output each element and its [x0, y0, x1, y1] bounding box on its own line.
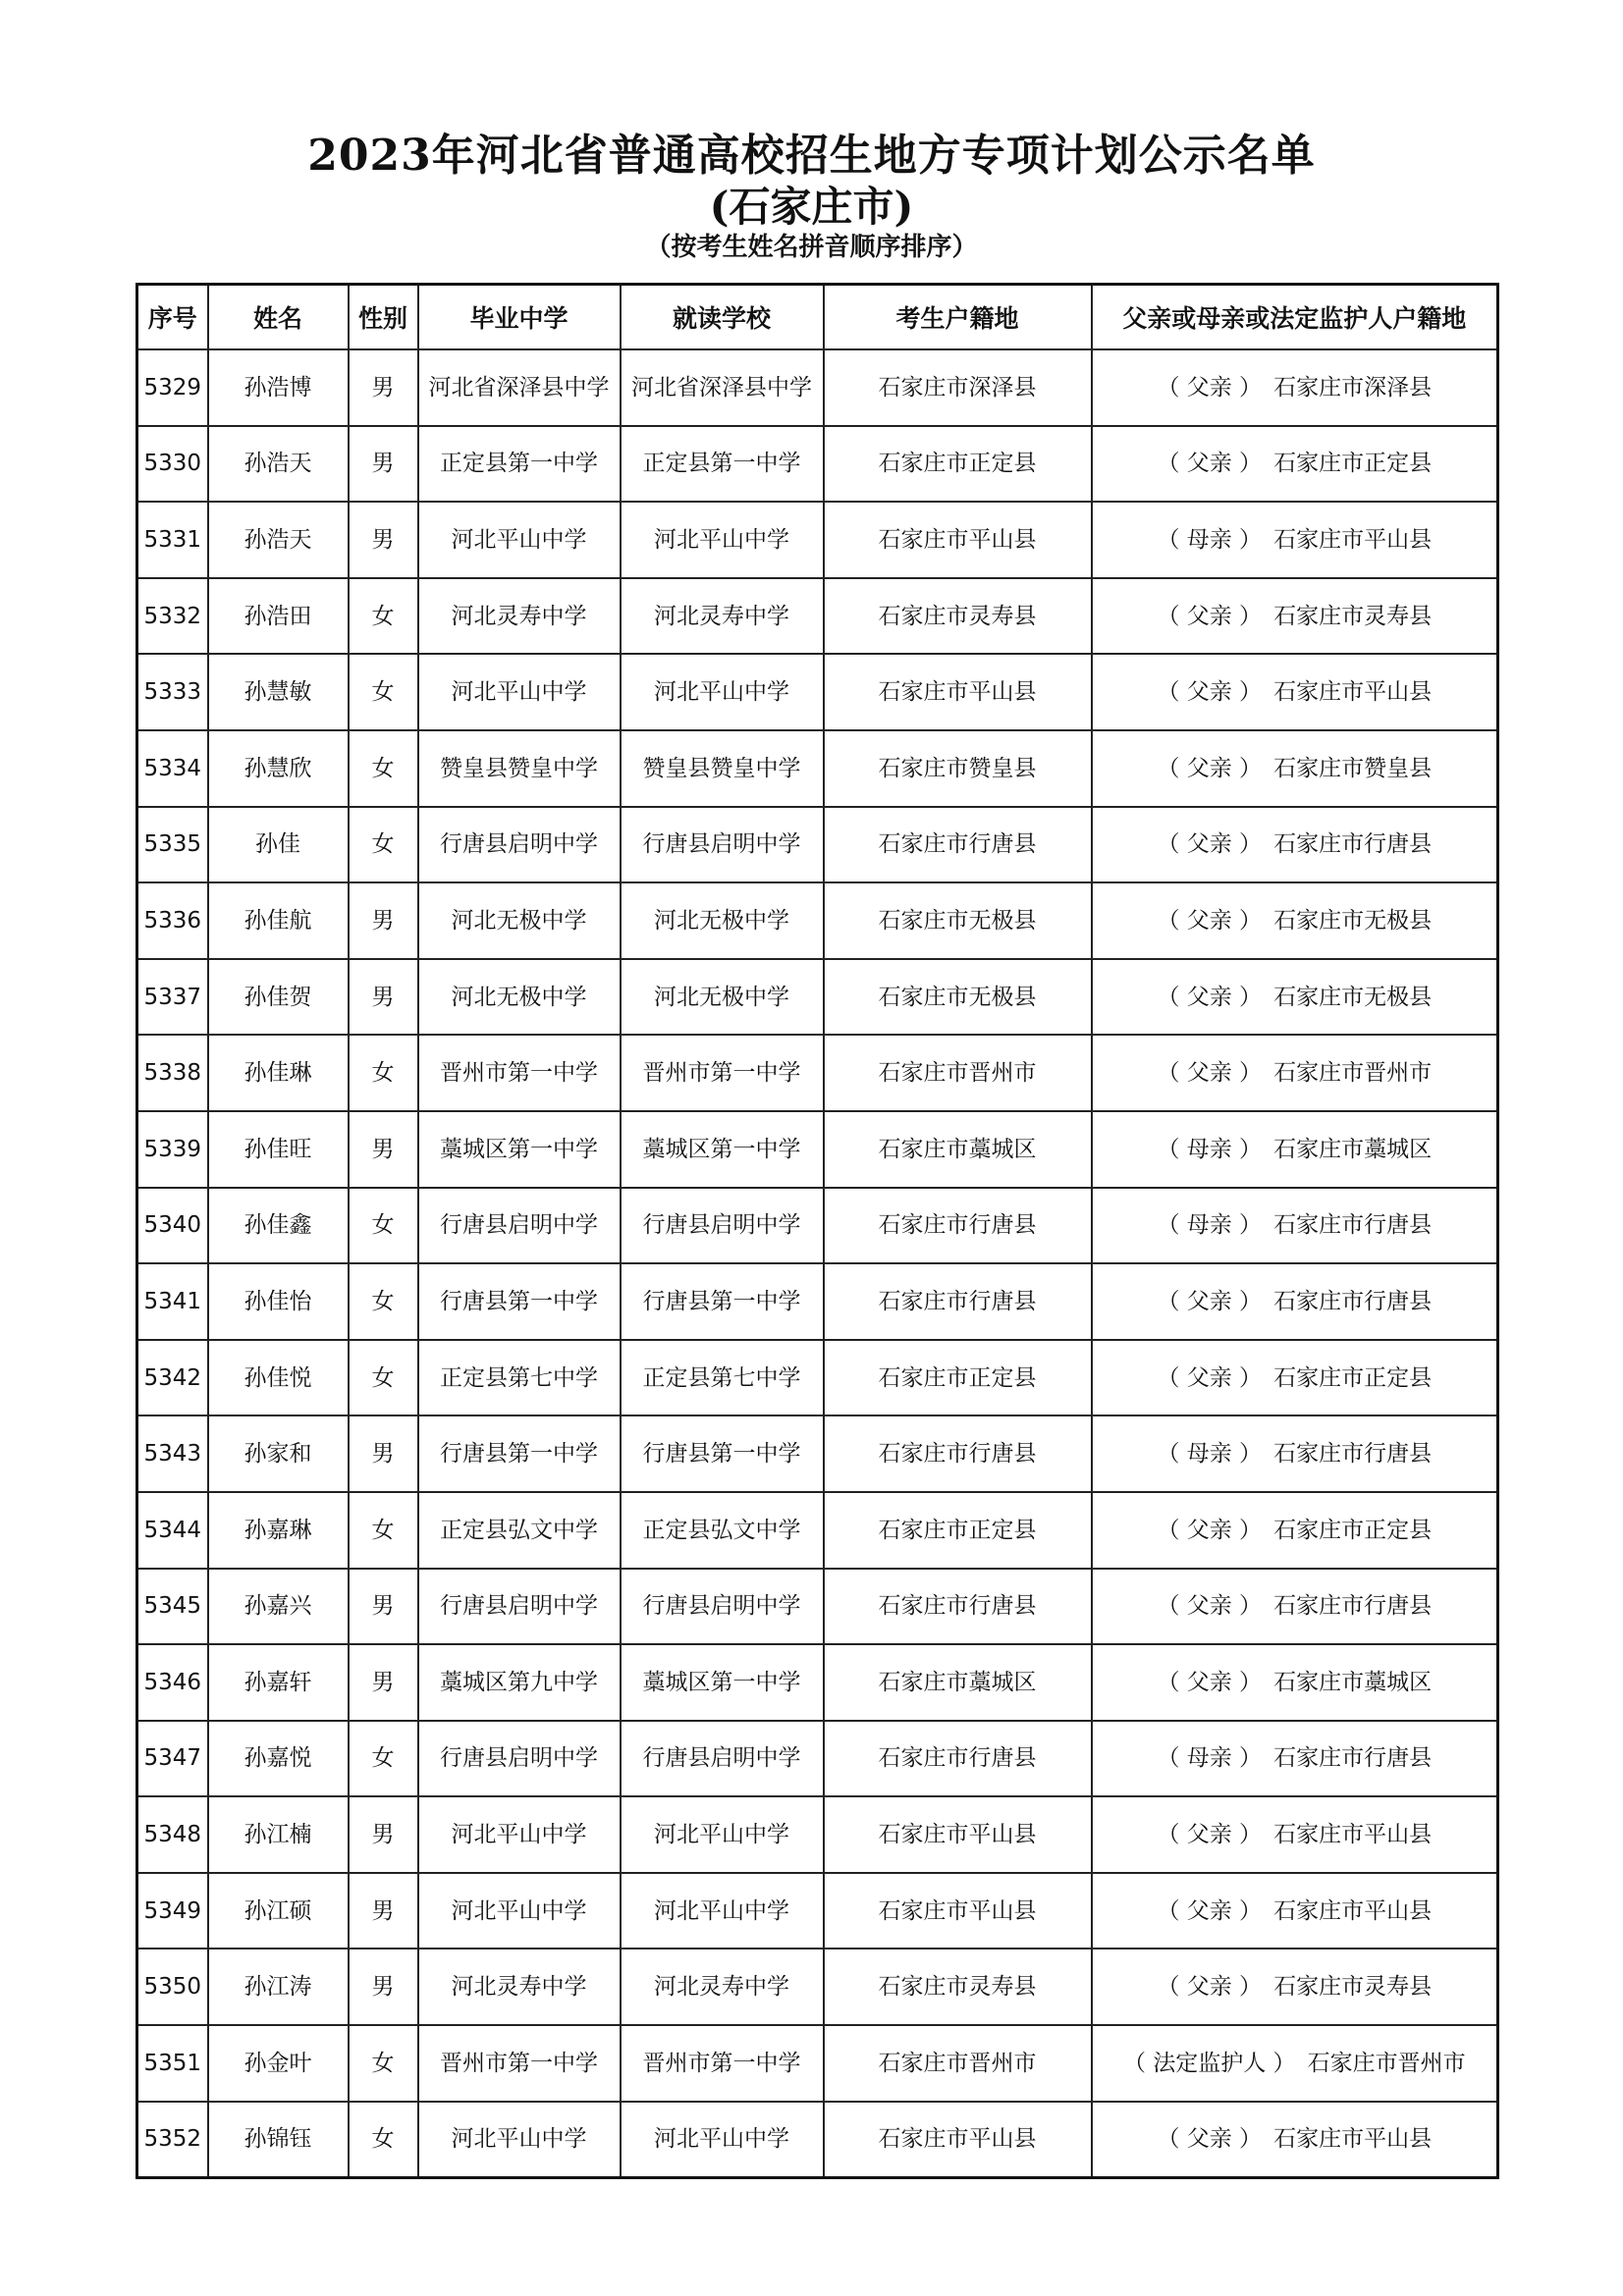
- table-row: [137, 1644, 1498, 1721]
- guardian-relation: （ 父亲 ）: [1157, 1060, 1263, 1087]
- cell-name: 孙佳怡: [208, 1263, 349, 1340]
- table-row: [137, 1188, 1498, 1264]
- cell-name: 孙嘉悦: [208, 1721, 349, 1797]
- cell-no: 5334: [137, 730, 208, 807]
- guardian-residence: 石家庄市灵寿县: [1273, 1974, 1433, 2001]
- table-row: [137, 1949, 1498, 2025]
- guardian-relation: （ 父亲 ）: [1157, 1897, 1263, 1924]
- cell-study-school: 行唐县第一中学: [621, 1415, 824, 1492]
- table-row: [137, 654, 1498, 730]
- table-row: [137, 959, 1498, 1036]
- guardian-residence: 石家庄市平山县: [1273, 1822, 1433, 1848]
- cell-guardian: [1092, 502, 1498, 578]
- cell-name: 孙佳鑫: [208, 1188, 349, 1264]
- cell-residence: 石家庄市灵寿县: [824, 578, 1092, 655]
- cell-gender: 女: [349, 1340, 418, 1416]
- cell-name: 孙佳: [208, 807, 349, 883]
- cell-gender: 女: [349, 654, 418, 730]
- cell-residence: 石家庄市行唐县: [824, 1569, 1092, 1645]
- cell-study-school: 正定县第一中学: [621, 426, 824, 503]
- cell-gender: 男: [349, 959, 418, 1036]
- document-title: 2023年河北省普通高校招生地方专项计划公示名单: [307, 131, 1316, 181]
- cell-grad-school: 藁城区第一中学: [418, 1111, 621, 1188]
- cell-no: 5332: [137, 578, 208, 655]
- cell-name: 孙锦钰: [208, 2102, 349, 2178]
- cell-grad-school: 河北省深泽县中学: [418, 349, 621, 426]
- cell-residence: 石家庄市晋州市: [824, 1035, 1092, 1111]
- guardian-residence: 石家庄市正定县: [1273, 1364, 1433, 1391]
- header-name: 姓名: [208, 285, 349, 350]
- cell-grad-school: 晋州市第一中学: [418, 1035, 621, 1111]
- cell-gender: 女: [349, 1263, 418, 1340]
- cell-guardian: [1092, 807, 1498, 883]
- header-guardian-residence: 父亲或母亲或法定监护人户籍地: [1092, 285, 1498, 350]
- guardian-residence: 石家庄市行唐县: [1273, 1212, 1433, 1239]
- cell-name: 孙佳旺: [208, 1111, 349, 1188]
- cell-name: 孙慧敏: [208, 654, 349, 730]
- table-row: [137, 1873, 1498, 1949]
- cell-grad-school: 行唐县启明中学: [418, 1569, 621, 1645]
- cell-residence: 石家庄市平山县: [824, 1873, 1092, 1949]
- cell-gender: 女: [349, 730, 418, 807]
- cell-gender: 男: [349, 349, 418, 426]
- cell-no: 5348: [137, 1796, 208, 1873]
- cell-guardian: [1092, 1873, 1498, 1949]
- cell-guardian: [1092, 1721, 1498, 1797]
- guardian-residence: 石家庄市平山县: [1273, 679, 1433, 706]
- cell-residence: 石家庄市深泽县: [824, 349, 1092, 426]
- cell-no: 5331: [137, 502, 208, 578]
- roster-table: [135, 283, 1499, 2179]
- table-row: [137, 1340, 1498, 1416]
- cell-grad-school: 藁城区第九中学: [418, 1644, 621, 1721]
- guardian-residence: 石家庄市晋州市: [1307, 2050, 1466, 2076]
- cell-name: 孙嘉兴: [208, 1569, 349, 1645]
- guardian-residence: 石家庄市藁城区: [1273, 1136, 1433, 1162]
- table-row: [137, 1035, 1498, 1111]
- table-row: [137, 1721, 1498, 1797]
- guardian-relation: （ 父亲 ）: [1157, 1669, 1263, 1695]
- guardian-relation: （ 母亲 ）: [1157, 1441, 1263, 1468]
- cell-grad-school: 行唐县第一中学: [418, 1263, 621, 1340]
- guardian-residence: 石家庄市正定县: [1273, 451, 1433, 477]
- cell-grad-school: 河北平山中学: [418, 502, 621, 578]
- cell-study-school: 赞皇县赞皇中学: [621, 730, 824, 807]
- cell-guardian: [1092, 882, 1498, 959]
- cell-guardian: [1092, 1035, 1498, 1111]
- cell-grad-school: 正定县第七中学: [418, 1340, 621, 1416]
- guardian-residence: 石家庄市藁城区: [1273, 1669, 1433, 1695]
- table-row: [137, 807, 1498, 883]
- cell-grad-school: 河北平山中学: [418, 1796, 621, 1873]
- table-row: [137, 1415, 1498, 1492]
- guardian-relation: （ 父亲 ）: [1157, 755, 1263, 781]
- roster-body: [137, 349, 1498, 2178]
- cell-name: 孙金叶: [208, 2025, 349, 2102]
- cell-study-school: 藁城区第一中学: [621, 1111, 824, 1188]
- cell-no: 5351: [137, 2025, 208, 2102]
- cell-no: 5344: [137, 1492, 208, 1569]
- header-grad-school: 毕业中学: [418, 285, 621, 350]
- cell-name: 孙嘉琳: [208, 1492, 349, 1569]
- cell-gender: 女: [349, 1035, 418, 1111]
- cell-study-school: 河北平山中学: [621, 1873, 824, 1949]
- cell-guardian: [1092, 1949, 1498, 2025]
- cell-no: 5352: [137, 2102, 208, 2178]
- cell-name: 孙佳贺: [208, 959, 349, 1036]
- guardian-relation: （ 母亲 ）: [1157, 1212, 1263, 1239]
- header-residence: 考生户籍地: [824, 285, 1092, 350]
- cell-no: 5341: [137, 1263, 208, 1340]
- cell-study-school: 河北省深泽县中学: [621, 349, 824, 426]
- cell-study-school: 行唐县启明中学: [621, 1721, 824, 1797]
- cell-residence: 石家庄市正定县: [824, 426, 1092, 503]
- cell-grad-school: 河北平山中学: [418, 654, 621, 730]
- cell-grad-school: 晋州市第一中学: [418, 2025, 621, 2102]
- cell-no: 5335: [137, 807, 208, 883]
- cell-guardian: [1092, 2102, 1498, 2178]
- header-study-school: 就读学校: [621, 285, 824, 350]
- cell-residence: 石家庄市正定县: [824, 1340, 1092, 1416]
- header-no: 序号: [137, 285, 208, 350]
- cell-no: 5336: [137, 882, 208, 959]
- cell-study-school: 行唐县启明中学: [621, 807, 824, 883]
- guardian-residence: 石家庄市赞皇县: [1273, 755, 1433, 781]
- guardian-relation: （ 父亲 ）: [1157, 1364, 1263, 1391]
- cell-no: 5340: [137, 1188, 208, 1264]
- guardian-residence: 石家庄市行唐县: [1273, 1288, 1433, 1314]
- cell-gender: 女: [349, 1721, 418, 1797]
- cell-guardian: [1092, 2025, 1498, 2102]
- cell-gender: 男: [349, 1569, 418, 1645]
- guardian-relation: （ 父亲 ）: [1157, 1974, 1263, 2001]
- guardian-relation: （ 父亲 ）: [1157, 451, 1263, 477]
- cell-grad-school: 行唐县启明中学: [418, 807, 621, 883]
- guardian-relation: （ 法定监护人 ）: [1122, 2050, 1296, 2076]
- cell-residence: 石家庄市无极县: [824, 959, 1092, 1036]
- cell-guardian: [1092, 959, 1498, 1036]
- cell-guardian: [1092, 1263, 1498, 1340]
- cell-study-school: 河北平山中学: [621, 502, 824, 578]
- table-row: [137, 1263, 1498, 1340]
- cell-gender: 女: [349, 2102, 418, 2178]
- cell-gender: 男: [349, 1415, 418, 1492]
- cell-residence: 石家庄市无极县: [824, 882, 1092, 959]
- cell-study-school: 正定县弘文中学: [621, 1492, 824, 1569]
- cell-name: 孙江楠: [208, 1796, 349, 1873]
- cell-gender: 男: [349, 426, 418, 503]
- cell-study-school: 藁城区第一中学: [621, 1644, 824, 1721]
- guardian-residence: 石家庄市正定县: [1273, 1517, 1433, 1543]
- guardian-relation: （ 父亲 ）: [1157, 374, 1263, 400]
- guardian-residence: 石家庄市灵寿县: [1273, 603, 1433, 629]
- cell-residence: 石家庄市晋州市: [824, 2025, 1092, 2102]
- guardian-relation: （ 父亲 ）: [1157, 1288, 1263, 1314]
- guardian-relation: （ 父亲 ）: [1157, 1822, 1263, 1848]
- cell-no: 5330: [137, 426, 208, 503]
- table-row: [137, 426, 1498, 503]
- cell-guardian: [1092, 1188, 1498, 1264]
- cell-gender: 女: [349, 2025, 418, 2102]
- cell-gender: 女: [349, 1188, 418, 1264]
- cell-residence: 石家庄市平山县: [824, 502, 1092, 578]
- table-header-row: [137, 285, 1498, 350]
- guardian-residence: 石家庄市行唐县: [1273, 831, 1433, 858]
- cell-grad-school: 正定县弘文中学: [418, 1492, 621, 1569]
- cell-no: 5349: [137, 1873, 208, 1949]
- cell-no: 5339: [137, 1111, 208, 1188]
- cell-grad-school: 河北平山中学: [418, 2102, 621, 2178]
- guardian-relation: （ 母亲 ）: [1157, 1745, 1263, 1772]
- guardian-residence: 石家庄市行唐县: [1273, 1441, 1433, 1468]
- cell-name: 孙江涛: [208, 1949, 349, 2025]
- table-row: [137, 2025, 1498, 2102]
- cell-grad-school: 河北平山中学: [418, 1873, 621, 1949]
- guardian-relation: （ 父亲 ）: [1157, 1593, 1263, 1620]
- cell-study-school: 正定县第七中学: [621, 1340, 824, 1416]
- cell-name: 孙佳琳: [208, 1035, 349, 1111]
- guardian-relation: （ 父亲 ）: [1157, 603, 1263, 629]
- cell-name: 孙家和: [208, 1415, 349, 1492]
- cell-residence: 石家庄市平山县: [824, 2102, 1092, 2178]
- guardian-residence: 石家庄市晋州市: [1273, 1060, 1433, 1087]
- cell-study-school: 河北灵寿中学: [621, 1949, 824, 2025]
- cell-name: 孙佳航: [208, 882, 349, 959]
- guardian-relation: （ 父亲 ）: [1157, 907, 1263, 934]
- cell-guardian: [1092, 1340, 1498, 1416]
- cell-study-school: 河北平山中学: [621, 654, 824, 730]
- guardian-relation: （ 父亲 ）: [1157, 984, 1263, 1010]
- cell-residence: 石家庄市灵寿县: [824, 1949, 1092, 2025]
- cell-guardian: [1092, 654, 1498, 730]
- cell-guardian: [1092, 1111, 1498, 1188]
- cell-grad-school: 河北无极中学: [418, 959, 621, 1036]
- table-row: [137, 1111, 1498, 1188]
- cell-grad-school: 河北灵寿中学: [418, 1949, 621, 2025]
- cell-gender: 男: [349, 1873, 418, 1949]
- cell-no: 5338: [137, 1035, 208, 1111]
- cell-residence: 石家庄市藁城区: [824, 1644, 1092, 1721]
- sort-note: （按考生姓名拼音顺序排序）: [645, 233, 978, 262]
- cell-no: 5333: [137, 654, 208, 730]
- guardian-residence: 石家庄市深泽县: [1273, 374, 1433, 400]
- cell-no: 5345: [137, 1569, 208, 1645]
- cell-guardian: [1092, 1415, 1498, 1492]
- table-row: [137, 882, 1498, 959]
- cell-gender: 男: [349, 882, 418, 959]
- cell-residence: 石家庄市行唐县: [824, 1263, 1092, 1340]
- cell-gender: 女: [349, 578, 418, 655]
- cell-gender: 男: [349, 1796, 418, 1873]
- cell-study-school: 晋州市第一中学: [621, 1035, 824, 1111]
- cell-gender: 女: [349, 807, 418, 883]
- header-gender: 性别: [349, 285, 418, 350]
- cell-gender: 男: [349, 1644, 418, 1721]
- cell-no: 5342: [137, 1340, 208, 1416]
- table-row: [137, 1492, 1498, 1569]
- table-row: [137, 502, 1498, 578]
- table-row: [137, 2102, 1498, 2178]
- cell-no: 5337: [137, 959, 208, 1036]
- cell-name: 孙江硕: [208, 1873, 349, 1949]
- guardian-residence: 石家庄市平山县: [1273, 526, 1433, 553]
- cell-name: 孙浩博: [208, 349, 349, 426]
- cell-residence: 石家庄市赞皇县: [824, 730, 1092, 807]
- cell-guardian: [1092, 1492, 1498, 1569]
- guardian-residence: 石家庄市无极县: [1273, 984, 1433, 1010]
- cell-name: 孙慧欣: [208, 730, 349, 807]
- cell-grad-school: 赞皇县赞皇中学: [418, 730, 621, 807]
- guardian-residence: 石家庄市平山县: [1273, 2126, 1433, 2153]
- guardian-residence: 石家庄市行唐县: [1273, 1593, 1433, 1620]
- cell-residence: 石家庄市行唐县: [824, 1415, 1092, 1492]
- cell-residence: 石家庄市正定县: [824, 1492, 1092, 1569]
- cell-no: 5346: [137, 1644, 208, 1721]
- table-row: [137, 1569, 1498, 1645]
- guardian-relation: （ 母亲 ）: [1157, 1136, 1263, 1162]
- guardian-relation: （ 父亲 ）: [1157, 679, 1263, 706]
- cell-guardian: [1092, 349, 1498, 426]
- guardian-relation: （ 父亲 ）: [1157, 2126, 1263, 2153]
- guardian-residence: 石家庄市无极县: [1273, 907, 1433, 934]
- cell-guardian: [1092, 1644, 1498, 1721]
- guardian-relation: （ 父亲 ）: [1157, 831, 1263, 858]
- cell-guardian: [1092, 426, 1498, 503]
- guardian-relation: （ 父亲 ）: [1157, 1517, 1263, 1543]
- cell-grad-school: 河北灵寿中学: [418, 578, 621, 655]
- cell-name: 孙浩天: [208, 426, 349, 503]
- cell-study-school: 河北灵寿中学: [621, 578, 824, 655]
- guardian-residence: 石家庄市平山县: [1273, 1897, 1433, 1924]
- document-subtitle: (石家庄市): [709, 183, 914, 231]
- cell-no: 5350: [137, 1949, 208, 2025]
- cell-residence: 石家庄市行唐县: [824, 1721, 1092, 1797]
- cell-study-school: 河北无极中学: [621, 959, 824, 1036]
- cell-name: 孙佳悦: [208, 1340, 349, 1416]
- cell-gender: 男: [349, 1949, 418, 2025]
- cell-study-school: 河北平山中学: [621, 2102, 824, 2178]
- cell-no: 5329: [137, 349, 208, 426]
- cell-residence: 石家庄市行唐县: [824, 807, 1092, 883]
- cell-study-school: 行唐县启明中学: [621, 1188, 824, 1264]
- cell-guardian: [1092, 578, 1498, 655]
- cell-name: 孙浩天: [208, 502, 349, 578]
- cell-study-school: 行唐县启明中学: [621, 1569, 824, 1645]
- cell-residence: 石家庄市平山县: [824, 1796, 1092, 1873]
- cell-grad-school: 行唐县第一中学: [418, 1415, 621, 1492]
- cell-study-school: 河北平山中学: [621, 1796, 824, 1873]
- cell-grad-school: 行唐县启明中学: [418, 1188, 621, 1264]
- table-row: [137, 1796, 1498, 1873]
- table-row: [137, 349, 1498, 426]
- cell-guardian: [1092, 730, 1498, 807]
- guardian-relation: （ 母亲 ）: [1157, 526, 1263, 553]
- cell-grad-school: 河北无极中学: [418, 882, 621, 959]
- cell-study-school: 河北无极中学: [621, 882, 824, 959]
- cell-gender: 女: [349, 1492, 418, 1569]
- cell-study-school: 晋州市第一中学: [621, 2025, 824, 2102]
- cell-grad-school: 行唐县启明中学: [418, 1721, 621, 1797]
- cell-study-school: 行唐县第一中学: [621, 1263, 824, 1340]
- cell-guardian: [1092, 1796, 1498, 1873]
- cell-no: 5343: [137, 1415, 208, 1492]
- cell-residence: 石家庄市藁城区: [824, 1111, 1092, 1188]
- cell-no: 5347: [137, 1721, 208, 1797]
- cell-gender: 男: [349, 1111, 418, 1188]
- cell-guardian: [1092, 1569, 1498, 1645]
- cell-gender: 男: [349, 502, 418, 578]
- cell-residence: 石家庄市行唐县: [824, 1188, 1092, 1264]
- table-row: [137, 578, 1498, 655]
- cell-grad-school: 正定县第一中学: [418, 426, 621, 503]
- table-row: [137, 730, 1498, 807]
- guardian-residence: 石家庄市行唐县: [1273, 1745, 1433, 1772]
- cell-residence: 石家庄市平山县: [824, 654, 1092, 730]
- cell-name: 孙嘉轩: [208, 1644, 349, 1721]
- cell-name: 孙浩田: [208, 578, 349, 655]
